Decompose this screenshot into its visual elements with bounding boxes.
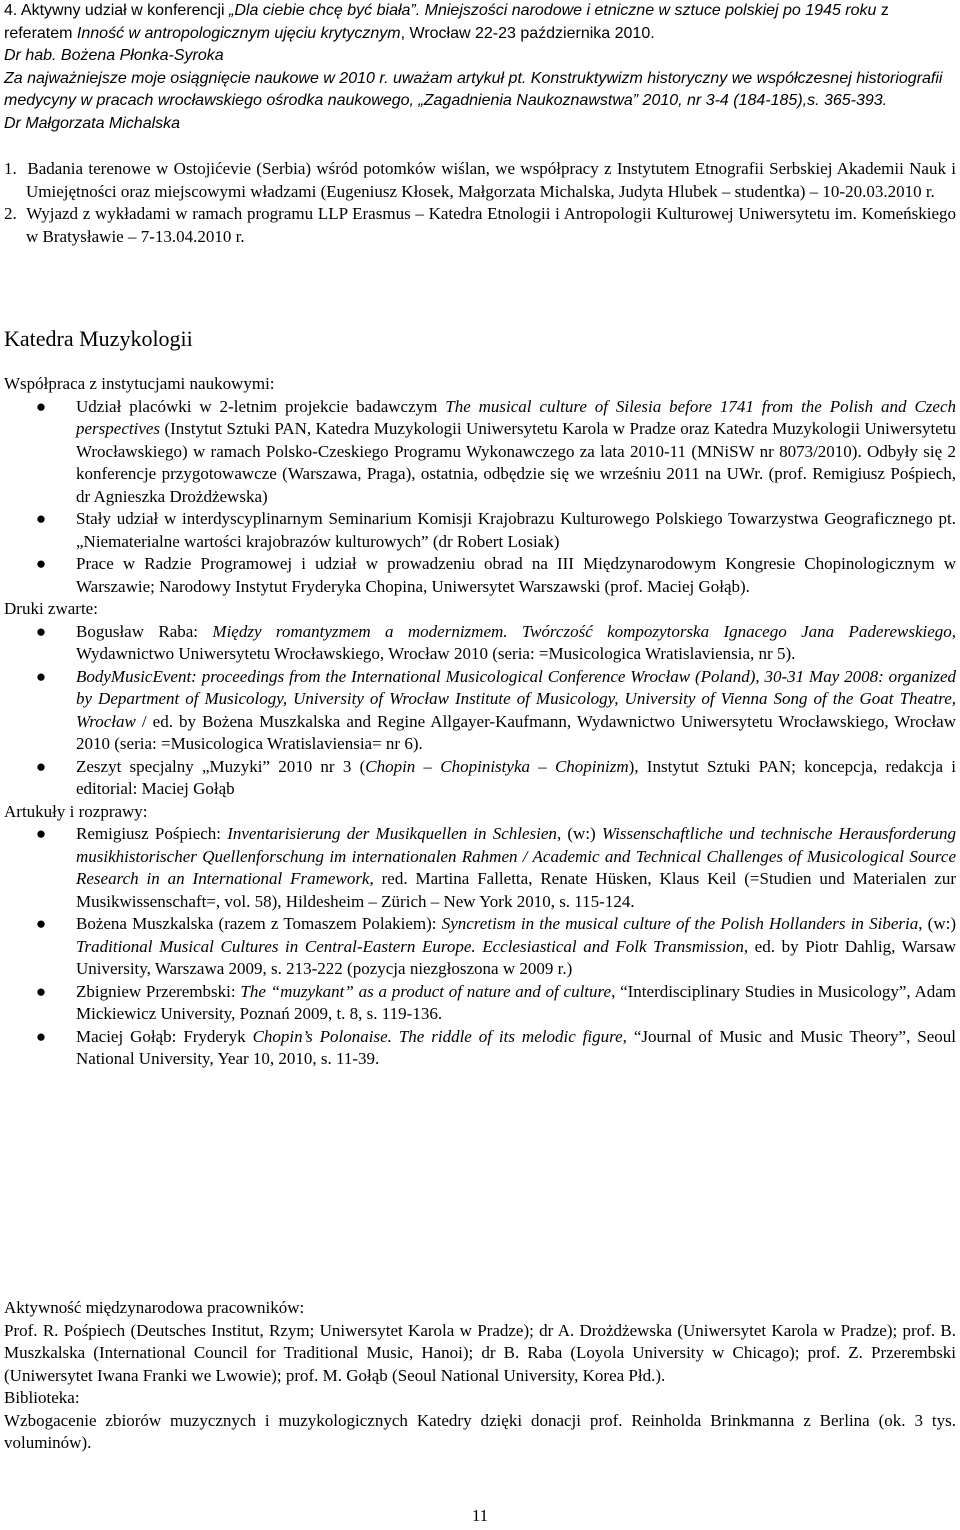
- item-title: Traditional Musical Cultures in Central-Eastern Europe. Ecclesiastical and Folk Transmission: [76, 936, 744, 956]
- dr-hab-name: Dr hab. Bożena Płonka-Syroka: [4, 47, 224, 64]
- bullet-icon: ●: [35, 666, 47, 686]
- item-title: BodyMusicEvent: proceedings from the International Musicological Conference Wrocław (Poland), 30-31 May 2008: organized by Department of Musicology, University of Wrocław Institute of Musicology, University of Vienna Song of the Goat Theatre, Wrocław: [76, 666, 956, 731]
- item-title: Syncretism in the musical culture of the Polish Hollanders in Siberia: [441, 914, 919, 933]
- bullet-icon: ●: [35, 914, 47, 933]
- item-text: , “Journal of Music and Music Theory”, Seoul National University, Year 10, 2010, s. 11-39.: [76, 1026, 956, 1068]
- biblioteka-label: Biblioteka:: [4, 1388, 80, 1407]
- item-title: Wissenschaftliche und technische Herausforderung musikhistorischer Quellenforschung im internationalen Rahmen / Academic and Technical Challenges of Musicological Source Research in an International Framework: [76, 824, 956, 888]
- aktywnosc-label: Aktywność międzynarodowa pracowników:: [4, 1298, 305, 1317]
- section-body: [4, 373, 956, 1071]
- numbered-item-1-num: 1.: [4, 159, 17, 178]
- item-4-intro: 4. Aktywny udział w konferencji: [4, 2, 229, 19]
- item-text: , “Interdisciplinary Studies in Musicology”, Adam Mickiewicz University, Poznań 2009, t. 8, s. 119-136.: [76, 981, 956, 1023]
- item-text: Zeszyt specjalny „Muzyki” 2010 nr 3 (: [76, 756, 366, 776]
- item-text: , (w:): [918, 914, 956, 933]
- item-title: The “muzykant” as a product of nature and of culture: [240, 981, 612, 1001]
- bullet-icon: ●: [35, 621, 47, 641]
- wspolpraca-list: [4, 396, 956, 599]
- item-text: Udział placówki w 2-letnim projekcie badawczym: [76, 396, 446, 416]
- artykuly-label: Artukuły i rozprawy:: [4, 801, 148, 821]
- list-item: [4, 396, 956, 509]
- conference-title: „Dla ciebie chcę być biała”. Mniejszości narodowe i etniczne w sztuce polskiej po 1945 roku: [229, 2, 877, 19]
- item-text: , Wydawnictwo Uniwersytetu Wrocławskiego, Wrocław 2010 (seria: =Musicologica Wratislaviensia, nr 5).: [76, 621, 957, 663]
- item-text: Bożena Muszkalska (razem z Tomaszem Polakiem):: [76, 914, 442, 933]
- bottom-section: [4, 1297, 956, 1455]
- list-item: [4, 666, 956, 756]
- item-text: Stały udział w interdyscyplinarnym Seminarium Komisji Krajobrazu Kulturowego Polskiego Towarzystwa Geograficznego pt. „Niematerialne wartości krajobrazów kulturowych” (dr Robert Losiak): [76, 509, 956, 551]
- artykuly-list: [4, 823, 956, 1071]
- list-item: [4, 621, 956, 666]
- list-item: [4, 1026, 956, 1071]
- list-item: [4, 913, 956, 981]
- wspolpraca-label: Współpraca z instytucjami naukowymi:: [4, 374, 275, 393]
- bullet-icon: ●: [35, 554, 47, 573]
- paper-title: Inność w antropologicznym ujęciu krytycznym: [76, 24, 401, 42]
- aktywnosc-text: Prof. R. Pośpiech (Deutsches Institut, Rzym; Uniwersytet Karola w Pradze); dr A. Drożdżewska (Uniwersytet Karola w Pradze); prof. B. Muszkalska (International Council for Traditional Music, Hanoi); dr B. Raba (Loyola University w Chicago); prof. Z. Przerembski (Uniwersytet Iwana Franki we Lwowie); prof. M. Gołąb (Seoul National University, Korea Płd.).: [4, 1320, 956, 1385]
- item-title: Inventarisierung der Musikquellen in Schlesien: [227, 824, 557, 843]
- achievement-paragraph: Za najważniejsze moje osiągnięcie naukowe w 2010 r. uważam artykuł pt. Konstruktywizm historyczny we współczesnej historiografii medycyny w pracach wrocławskiego ośrodka naukowego, „Zagadnienia Naukoznawstwa” 2010, nr 3-4 (184-185),s. 365-393.: [4, 69, 943, 109]
- druki-label: Druki zwarte:: [4, 599, 98, 618]
- bullet-icon: ●: [35, 396, 47, 416]
- bullet-icon: ●: [35, 509, 47, 528]
- bullet-icon: ●: [35, 824, 47, 843]
- bullet-icon: ●: [35, 981, 47, 1001]
- item-4-mid: z referatem: [4, 2, 889, 42]
- item-title: The musical culture of Silesia before 1741 from the Polish and Czech perspectives: [76, 396, 956, 438]
- page-number: 11: [471, 1506, 489, 1525]
- numbered-item-2-num: 2.: [4, 204, 17, 223]
- bullet-icon: ●: [35, 1026, 47, 1046]
- list-item: [4, 756, 956, 801]
- item-text: Bogusław Raba:: [76, 621, 213, 641]
- numbered-item-2-text: Wyjazd z wykładami w ramach programu LLP Erasmus – Katedra Etnologii i Antropologii Kulturowej Uniwersytetu im. Komeńskiego w Bratysławie – 7-13.04.2010 r.: [26, 204, 957, 246]
- item-text: Remigiusz Pośpiech:: [76, 824, 228, 843]
- item-4-end: , Wrocław 22-23 października 2010.: [400, 24, 655, 42]
- druki-list: [4, 621, 956, 801]
- list-item: [4, 823, 956, 913]
- item-text: , (w:): [556, 824, 602, 843]
- item-text: (Instytut Sztuki PAN, Katedra Muzykologii Uniwersytetu Karola w Pradze oraz Katedra Muzykologii Uniwersytetu Wrocławskiego) w ramach Polsko-Czeskiego Programu Wykonawczego za lata 2010-11 (MNiSW nr 8073/2010). Odbyły się 2 konferencje przygotowawcze (Warszawa, Praga), ostatnia, odbędzie się we wrześniu 2011 na UWr. (prof. Remigiusz Pośpiech, dr Agnieszka Drożdżewska): [76, 419, 956, 506]
- top-section: [4, 0, 954, 135]
- list-item: [4, 981, 956, 1026]
- item-title: Między romantyzmem a modernizmem. Twórczość kompozytorska Ignacego Jana Paderewskiego: [212, 621, 952, 641]
- item-text: Prace w Radzie Programowej i udział w prowadzeniu obrad na III Międzynarodowym Kongresie Chopinologicznym w Warszawie; Narodowy Instytut Fryderyka Chopina, Uniwersytet Warszawski (prof. Maciej Gołąb).: [76, 554, 956, 596]
- biblioteka-text: Wzbogacenie zbiorów muzycznych i muzykologicznych Katedry dzięki donacji prof. Reinholda Brinkmanna z Berlina (ok. 3 tys. voluminów).: [4, 1410, 956, 1452]
- list-item: [4, 508, 956, 553]
- item-title: Chopin’s Polonaise. The riddle of its melodic figure: [252, 1026, 623, 1046]
- item-text: / ed. by Bożena Muszkalska and Regine Allgayer-Kaufmann, Wydawnictwo Uniwersytetu Wrocławskiego, Wrocław 2010 (seria: =Musicologica Wratislaviensia= nr 6).: [76, 711, 956, 753]
- item-text: , ed. by Piotr Dahlig, Warsaw University, Warszawa 2009, s. 213-222 (pozycja niezgłoszona w 2009 r.): [76, 936, 957, 978]
- dr-michalska-name: Dr Małgorzata Michalska: [4, 114, 181, 132]
- numbered-item-1: [4, 158, 956, 203]
- list-item: [4, 553, 956, 598]
- item-text: , red. Martina Falletta, Renate Hüsken, Klaus Keil (=Studien und Materialen zur Musikwissenschaft=, vol. 58), Hildesheim – Zürich – New York 2010, s. 115-124.: [76, 869, 956, 911]
- item-text: Maciej Gołąb: Fryderyk: [76, 1026, 253, 1046]
- item-4-paragraph: [4, 0, 954, 45]
- section-heading: Katedra Muzykologii: [4, 326, 193, 351]
- item-text: Zbigniew Przerembski:: [76, 981, 241, 1001]
- numbered-list: [4, 158, 956, 248]
- numbered-item-1-text: Badania terenowe w Ostojićevie (Serbia) wśród potomków wiślan, we współpracy z Instytutem Etnografii Serbskiej Akademii Nauk i Umiejętności oraz miejscowymi władzami (Eugeniusz Kłosek, Małgorzata Michalska, Judyta Hlubek – studentka) – 10-20.03.2010 r.: [26, 159, 956, 201]
- numbered-item-2: [4, 203, 956, 248]
- item-title: Chopin – Chopinistyka – Chopinizm: [365, 756, 629, 776]
- item-text: ), Instytut Sztuki PAN; koncepcja, redakcja i editorial: Maciej Gołąb: [76, 756, 956, 798]
- bullet-icon: ●: [35, 756, 47, 776]
